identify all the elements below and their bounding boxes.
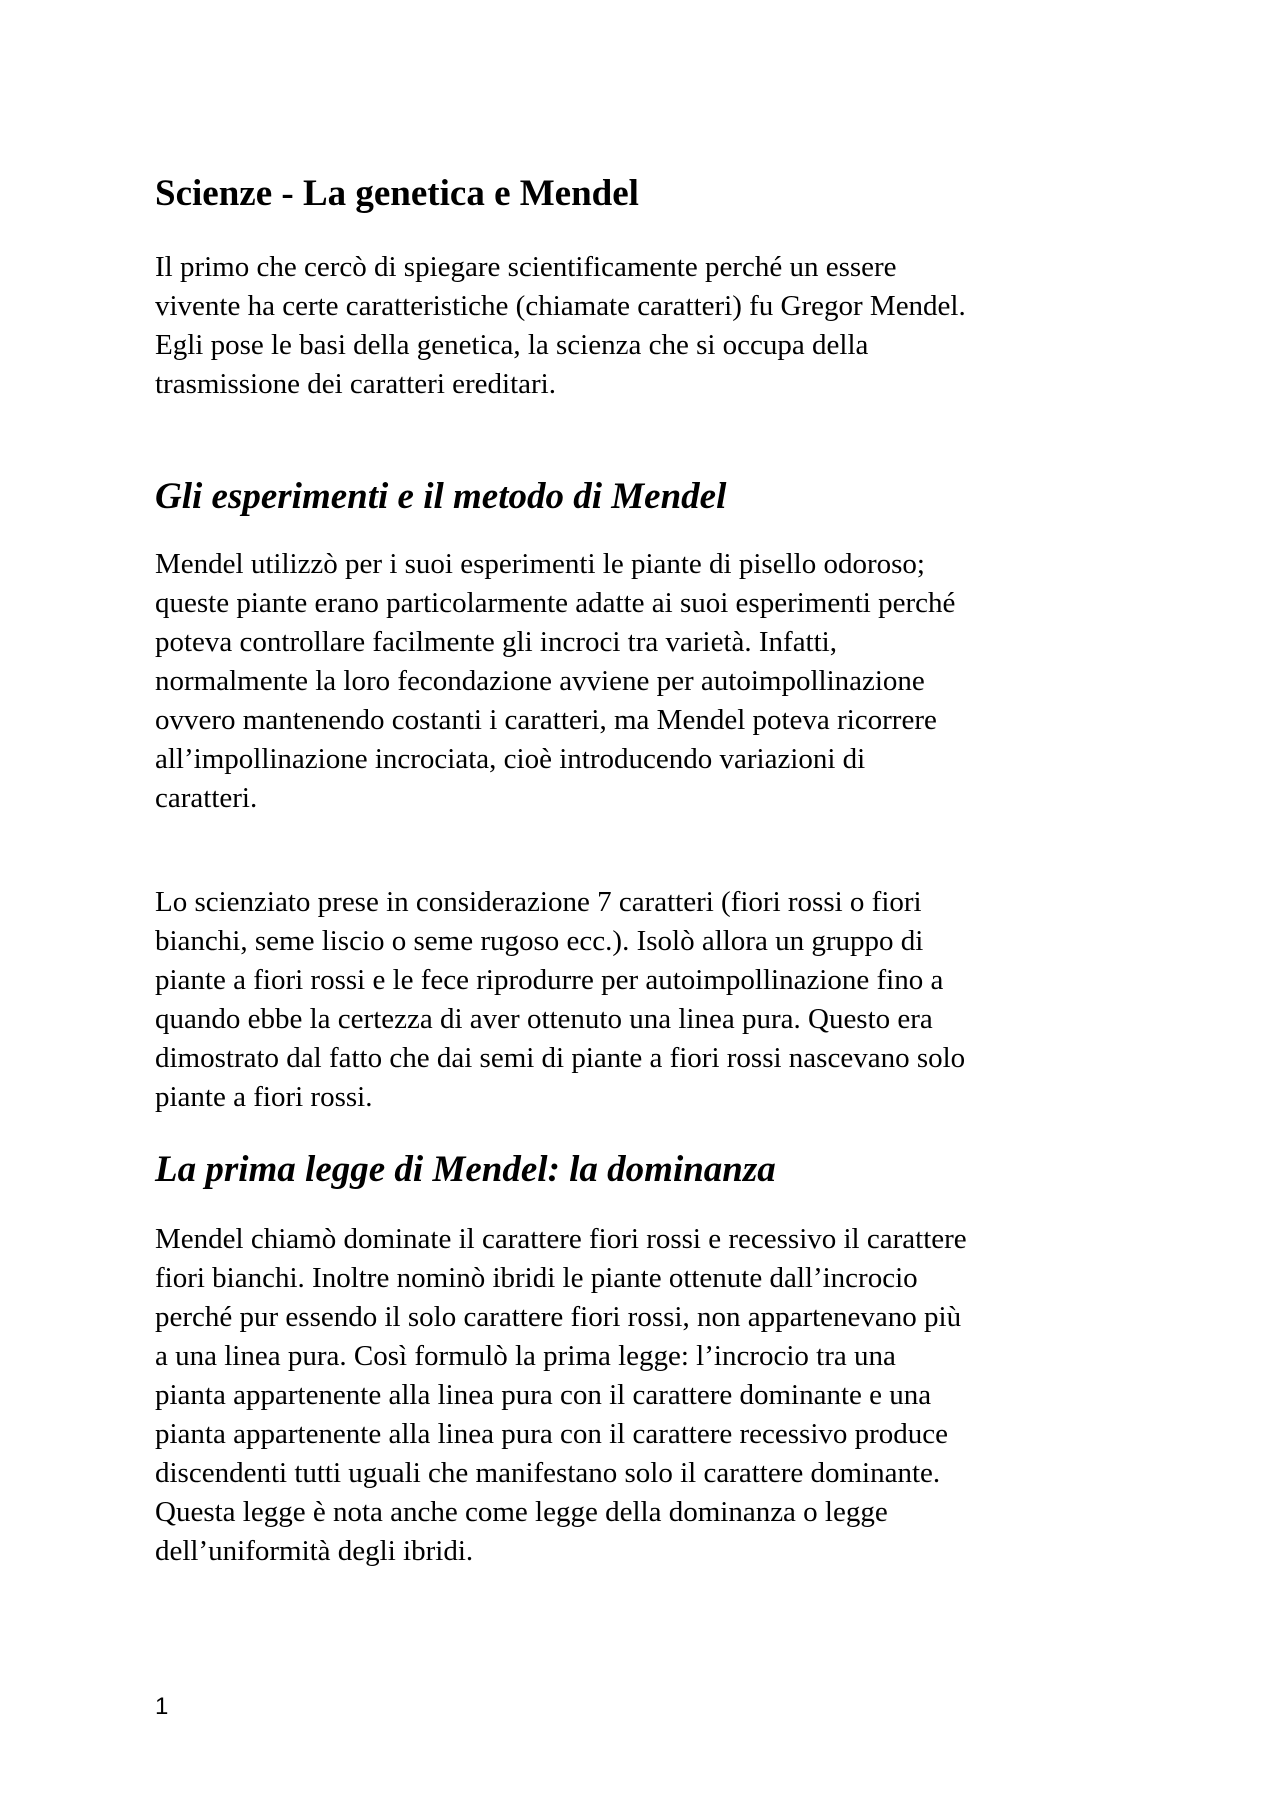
paragraph-line: normalmente la loro fecondazione avviene per autoimpollinazione — [155, 665, 925, 697]
paragraph-line: Mendel chiamò dominate il carattere fiori rossi e recessivo il carattere — [155, 1223, 967, 1255]
dominance-paragraph — [155, 1220, 1155, 1571]
paragraph-line: quando ebbe la certezza di aver ottenuto una linea pura. Questo era — [155, 1003, 933, 1035]
paragraph-line: pianta appartenente alla linea pura con il carattere recessivo produce — [155, 1418, 949, 1450]
document-page — [155, 0, 1155, 1811]
paragraph-line: Mendel utilizzò per i suoi esperimenti le piante di pisello odoroso; — [155, 548, 925, 580]
paragraph-line: pianta appartenente alla linea pura con il carattere dominante e una — [155, 1379, 932, 1411]
paragraph-line: bianchi, seme liscio o seme rugoso ecc.). Isolò allora un gruppo di — [155, 925, 924, 957]
page-number: 1 — [155, 1693, 169, 1720]
paragraph-line: fiori bianchi. Inoltre nominò ibridi le piante ottenute dall’incrocio — [155, 1262, 918, 1294]
paragraph-line: Egli pose le basi della genetica, la scienza che si occupa della — [155, 329, 869, 361]
intro-paragraph — [155, 248, 1155, 404]
paragraph-line: caratteri. — [155, 782, 258, 814]
paragraph-line: poteva controllare facilmente gli incroci tra varietà. Infatti, — [155, 626, 837, 658]
paragraph-line: piante a fiori rossi. — [155, 1081, 373, 1113]
paragraph-line: perché pur essendo il solo carattere fiori rossi, non appartenevano più — [155, 1301, 962, 1333]
paragraph-line: discendenti tutti uguali che manifestano solo il carattere dominante. — [155, 1457, 941, 1489]
paragraph-line: queste piante erano particolarmente adatte ai suoi esperimenti perché — [155, 587, 956, 619]
section-heading-dominance: La prima legge di Mendel: la dominanza — [155, 1149, 776, 1190]
section-heading-experiments: Gli esperimenti e il metodo di Mendel — [155, 476, 727, 517]
experiments-paragraph-1 — [155, 545, 1155, 818]
paragraph-line: dell’uniformità degli ibridi. — [155, 1535, 474, 1567]
paragraph-line: Lo scienziato prese in considerazione 7 caratteri (fiori rossi o fiori — [155, 886, 922, 918]
document-title: Scienze - La genetica e Mendel — [155, 173, 639, 214]
paragraph-line: dimostrato dal fatto che dai semi di piante a fiori rossi nascevano solo — [155, 1042, 966, 1074]
paragraph-line: Il primo che cercò di spiegare scientificamente perché un essere — [155, 251, 897, 283]
paragraph-line: Questa legge è nota anche come legge della dominanza o legge — [155, 1496, 888, 1528]
paragraph-line: all’impollinazione incrociata, cioè introducendo variazioni di — [155, 743, 866, 775]
experiments-paragraph-2 — [155, 883, 1155, 1117]
paragraph-line: vivente ha certe caratteristiche (chiamate caratteri) fu Gregor Mendel. — [155, 290, 966, 322]
paragraph-line: a una linea pura. Così formulò la prima legge: l’incrocio tra una — [155, 1340, 896, 1372]
paragraph-line: piante a fiori rossi e le fece riprodurre per autoimpollinazione fino a — [155, 964, 944, 996]
paragraph-line: trasmissione dei caratteri ereditari. — [155, 368, 556, 400]
paragraph-line: ovvero mantenendo costanti i caratteri, ma Mendel poteva ricorrere — [155, 704, 937, 736]
